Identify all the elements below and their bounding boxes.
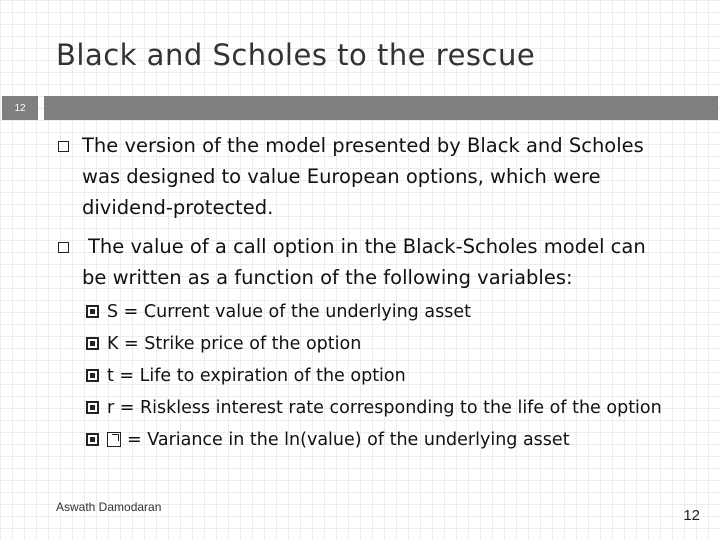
sub-bullet-text: t = Life to expiration of the option: [107, 366, 406, 386]
sub-bullet-text: S = Current value of the underlying asset: [107, 302, 471, 322]
bullet-square-icon: [58, 141, 69, 152]
bullet-1-line-3: dividend-protected.: [82, 196, 274, 219]
sub-bullet-text: K = Strike price of the option: [107, 334, 362, 354]
sub-bullet-icon: [86, 433, 99, 446]
header-rule: [44, 96, 718, 120]
slide-number-tab: 12: [2, 96, 38, 120]
page-number: 12: [683, 507, 700, 524]
slide-title: Black and Scholes to the rescue: [56, 38, 536, 72]
bullet-2-line-2: be written as a function of the following variables:: [82, 266, 573, 289]
bullet-2-line-1: The value of a call option in the Black-Scholes model can: [88, 235, 646, 258]
bullet-1-line-1: The version of the model presented by Black and Scholes: [82, 134, 644, 157]
sub-bullet-icon: [86, 337, 99, 350]
sub-bullet-icon: [86, 369, 99, 382]
sub-bullet-text: = Variance in the ln(value) of the underlying asset: [127, 430, 570, 450]
sub-bullet-variance: [107, 429, 570, 451]
bullet-1-line-2: was designed to value European options, which were: [82, 165, 601, 188]
sub-bullet-text: r = Riskless interest rate corresponding to the life of the option: [107, 398, 662, 418]
bullet-square-icon: [58, 242, 69, 253]
footer-author: Aswath Damodaran: [56, 500, 162, 514]
missing-glyph-icon: [107, 432, 121, 447]
sub-bullet-icon: [86, 401, 99, 414]
sub-bullet-icon: [86, 305, 99, 318]
